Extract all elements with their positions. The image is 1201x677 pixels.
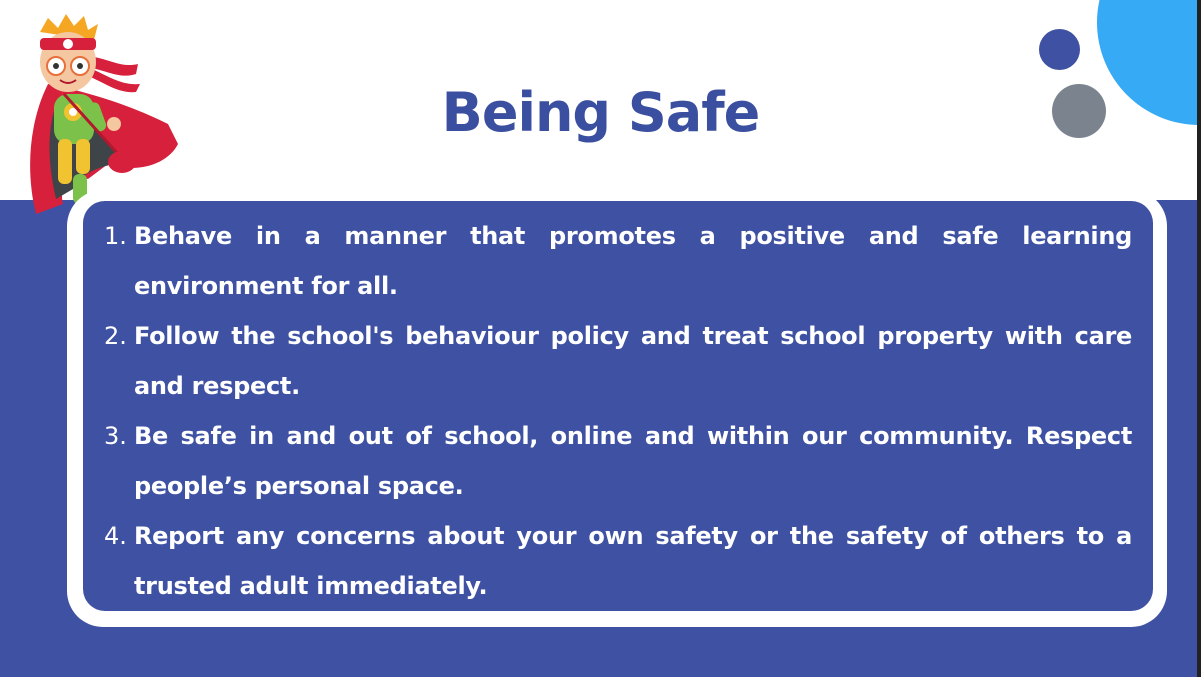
rule-number: 2. xyxy=(104,322,127,350)
rule-text: Behave in a manner that promotes a positive and safe learning environment for all. xyxy=(134,222,1132,300)
rules-list xyxy=(104,211,1132,611)
rule-number: 3. xyxy=(104,422,127,450)
rule-number: 4. xyxy=(104,522,127,550)
slide-edge xyxy=(1197,0,1201,677)
list-item xyxy=(104,511,1132,611)
rule-text: Report any concerns about your own safety or the safety of others to a trusted adult immediately. xyxy=(134,522,1132,600)
list-item xyxy=(104,311,1132,411)
slide-title: Being Safe xyxy=(441,81,760,144)
navy-circle xyxy=(1039,29,1080,70)
rule-number: 1. xyxy=(104,222,127,250)
list-item xyxy=(104,411,1132,511)
list-item xyxy=(104,211,1132,311)
rule-text: Be safe in and out of school, online and within our community. Respect people’s personal space. xyxy=(134,422,1132,500)
rule-text: Follow the school's behaviour policy and treat school property with care and respect. xyxy=(134,322,1132,400)
